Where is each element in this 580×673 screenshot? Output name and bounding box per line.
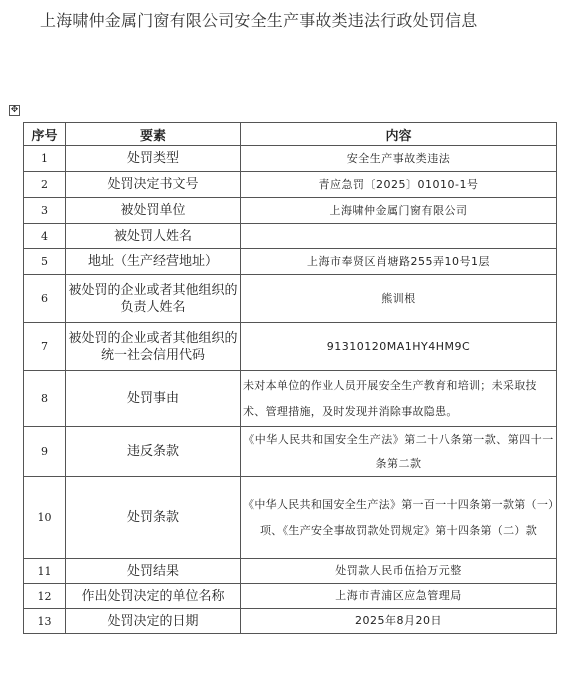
row-content: 熊训根 (241, 275, 557, 323)
row-content: 上海市青浦区应急管理局 (241, 584, 557, 609)
table-row (24, 427, 557, 477)
table-header-row (24, 123, 557, 146)
row-item: 作出处罚决定的单位名称 (66, 584, 241, 609)
header-item: 要素 (66, 123, 241, 146)
table-row (24, 172, 557, 198)
row-content: 《中华人民共和国安全生产法》第一百一十四条第一款第（一）项、《生产安全事故罚款处罚规定》第十四条第（二）款 (241, 477, 557, 559)
row-content: 处罚款人民币伍拾万元整 (241, 559, 557, 584)
row-no: 5 (24, 249, 66, 275)
table-row (24, 371, 557, 427)
row-item: 处罚决定的日期 (66, 609, 241, 634)
table-row (24, 224, 557, 249)
table-row (24, 249, 557, 275)
table-row (24, 477, 557, 559)
row-content: 2025年8月20日 (241, 609, 557, 634)
row-item: 处罚类型 (66, 146, 241, 172)
table-move-handle-icon[interactable]: ✥ (10, 105, 19, 115)
row-item: 被处罚的企业或者其他组织的统一社会信用代码 (66, 323, 241, 371)
row-no: 13 (24, 609, 66, 634)
row-no: 2 (24, 172, 66, 198)
table-row (24, 275, 557, 323)
row-content: 安全生产事故类违法 (241, 146, 557, 172)
row-no: 11 (24, 559, 66, 584)
row-content: 《中华人民共和国安全生产法》第二十八条第一款、第四十一条第二款 (241, 427, 557, 477)
row-content: 上海市奉贤区肖塘路255弄10号1层 (241, 249, 557, 275)
table-row (24, 198, 557, 224)
row-content: 上海啸仲金属门窗有限公司 (241, 198, 557, 224)
penalty-info-table (23, 122, 557, 634)
row-no: 10 (24, 477, 66, 559)
table-row (24, 559, 557, 584)
row-content: 未对本单位的作业人员开展安全生产教育和培训；未采取技术、管理措施，及时发现并消除事故隐患。 (241, 371, 557, 427)
page-title: 上海啸仲金属门窗有限公司安全生产事故类违法行政处罚信息 (40, 11, 478, 30)
row-no: 6 (24, 275, 66, 323)
row-no: 12 (24, 584, 66, 609)
row-no: 1 (24, 146, 66, 172)
row-item: 地址（生产经营地址） (66, 249, 241, 275)
table-row (24, 146, 557, 172)
header-content: 内容 (241, 123, 557, 146)
row-item: 处罚条款 (66, 477, 241, 559)
row-no: 8 (24, 371, 66, 427)
row-no: 9 (24, 427, 66, 477)
row-item: 违反条款 (66, 427, 241, 477)
row-no: 3 (24, 198, 66, 224)
table-row (24, 323, 557, 371)
row-no: 4 (24, 224, 66, 249)
row-content: 青应急罚〔2025〕01010-1号 (241, 172, 557, 198)
row-item: 处罚事由 (66, 371, 241, 427)
row-content (241, 224, 557, 249)
row-content: 91310120MA1HY4HM9C (241, 323, 557, 371)
row-item: 被处罚人姓名 (66, 224, 241, 249)
table-row (24, 609, 557, 634)
row-no: 7 (24, 323, 66, 371)
row-item: 处罚决定书文号 (66, 172, 241, 198)
row-item: 被处罚的企业或者其他组织的负责人姓名 (66, 275, 241, 323)
row-item: 处罚结果 (66, 559, 241, 584)
header-no: 序号 (24, 123, 66, 146)
row-item: 被处罚单位 (66, 198, 241, 224)
table-row (24, 584, 557, 609)
